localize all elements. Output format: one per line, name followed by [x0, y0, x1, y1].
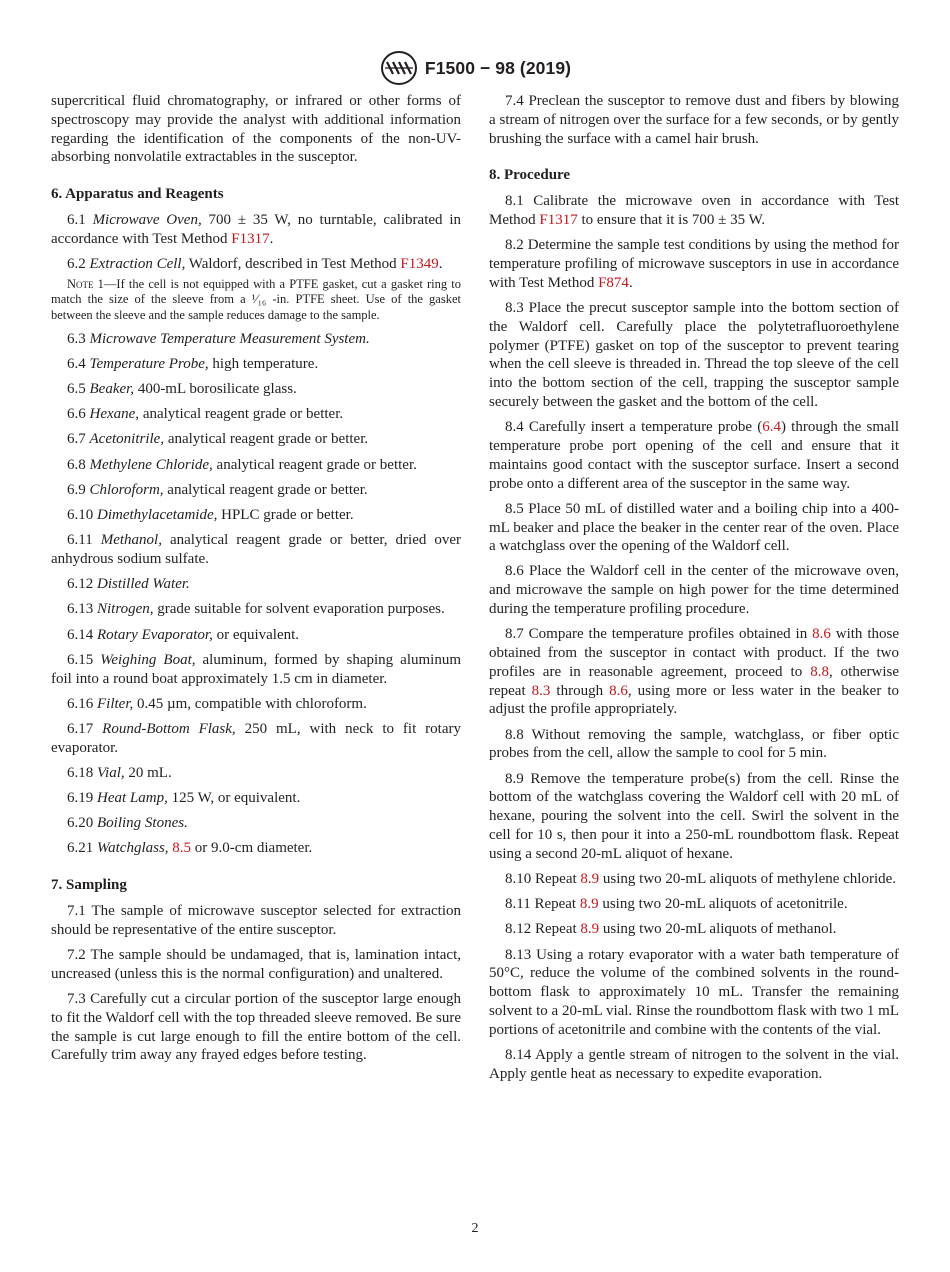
clause-6-7: 6.7 Acetonitrile, analytical reagent grade or better. — [67, 431, 369, 448]
clause-8-12: 8.12 Repeat 8.9 using two 20-mL aliquots of methanol. — [505, 921, 837, 938]
clause-8-2: 8.2 Determine the sample test conditions by using the method for temperature profiling of microwave susceptors in use in accordance with Test Method F874. — [489, 237, 899, 291]
clause-6-13: 6.13 Nitrogen, grade suitable for solvent evaporation purposes. — [67, 601, 445, 618]
reference-link[interactable]: 8.9 — [579, 896, 599, 913]
reference-link[interactable]: F1317 — [231, 230, 270, 247]
clause-7-3: 7.3 Carefully cut a circular portion of the susceptor large enough to fit the Waldorf cell with the top threaded sleeve removed. Be sure the sample is cut large enough to fill the entire bottom of the cell. Carefully trim away any frayed edges before testing. — [51, 990, 461, 1064]
section-heading-8: 8. Procedure — [489, 167, 571, 184]
section-heading-6: 6. Apparatus and Reagents — [51, 186, 224, 203]
clause-6-4: 6.4 Temperature Probe, high temperature. — [67, 355, 319, 372]
astm-logo — [379, 50, 419, 86]
clause-6-19: 6.19 Heat Lamp, 125 W, or equivalent. — [67, 790, 301, 807]
note-1: Note 1—If the cell is not equipped with a PTFE gasket, cut a gasket ring to match the size of the sleeve from a ¹⁄₁₆ -in. PTFE sheet. Use of the gasket between the sleeve and the sample reduces damage to the sample. — [51, 276, 461, 322]
clause-6-8: 6.8 Methylene Chloride, analytical reagent grade or better. — [67, 456, 417, 473]
clause-6-15: 6.15 Weighing Boat, aluminum, formed by shaping aluminum foil into a round boat approximately 1.5 cm in diameter. — [51, 651, 461, 687]
clause-8-4: 8.4 Carefully insert a temperature probe (6.4) through the small temperature probe port opening of the cell and ensure that it maintains good contact with the susceptor surface. Insert a second probe onto a different area of the susceptor in the same way. — [489, 419, 900, 492]
reference-link[interactable]: F1317 — [539, 211, 578, 228]
clause-8-1: 8.1 Calibrate the microwave oven in accordance with Test Method F1317 to ensure that it is 700 ± 35 W. — [489, 193, 899, 228]
clause-8-14: 8.14 Apply a gentle stream of nitrogen to the solvent in the vial. Apply gentle heat as necessary to expedite evaporation. — [489, 1046, 899, 1082]
clause-6-6: 6.6 Hexane, analytical reagent grade or better. — [67, 406, 344, 423]
clause-6-21: 6.21 Watchglass, 8.5 or 9.0-cm diameter. — [67, 840, 313, 857]
clause-6-18: 6.18 Vial, 20 mL. — [67, 764, 172, 781]
clause-6-12: 6.12 Distilled Water. — [67, 576, 190, 593]
clause-6-2: 6.2 Extraction Cell, Waldorf, described in Test Method F1349. — [67, 255, 443, 272]
clause-8-5: 8.5 Place 50 mL of distilled water and a boiling chip into a 400-mL beaker and place the beaker in the center rear of the oven. Place a watchglass over the opening of the Waldorf cell. — [489, 500, 899, 555]
clause-6-17: 6.17 Round-Bottom Flask, 250 mL, with neck to fit rotary evaporator. — [51, 720, 461, 756]
reference-link[interactable]: 8.6 — [609, 682, 628, 699]
clause-6-9: 6.9 Chloroform, analytical reagent grade or better. — [67, 481, 368, 498]
clause-6-10: 6.10 Dimethylacetamide, HPLC grade or better. — [67, 506, 354, 523]
clause-8-13: 8.13 Using a rotary evaporator with a water bath temperature of 50°C, reduce the volume of the combined solvents in the round-bottom flask to approximately 10 mL. Transfer the remaining solvent to a 20-mL vial. Rinse the roundbottom flask with two 1 mL portions of acetonitrile and combine with the contents of the vial. — [489, 946, 899, 1038]
clause-8-7: 8.7 Compare the temperature profiles obtained in 8.6 with those obtained from the susceptor in contact with product. If the two profiles are in reasonable agreement, proceed to 8.8, otherwise repeat 8.3 through 8.6, using more or less water in the beaker to adjust the profile appropriately. — [489, 626, 899, 718]
clause-7-2: 7.2 The sample should be undamaged, that is, lamination intact, uncreased (unless this is the normal configuration) and unaltered. — [51, 947, 461, 982]
clause-6-3: 6.3 Microwave Temperature Measurement System. — [67, 330, 370, 347]
clause-8-3: 8.3 Place the precut susceptor sample into the bottom section of the Waldorf cell. Carefully place the polytetrafluoroethylene polymer (PTFE) gasket on top of the susceptor to prevent tearing when the cell sleeve is threaded in. Thread the top sleeve of the cell into the bottom section of the cell, trapping the susceptor sample securely between the gasket and the bottom of the cell. — [489, 299, 899, 410]
reference-link[interactable]: 8.8 — [810, 663, 829, 680]
clause-6-16: 6.16 Filter, 0.45 µm, compatible with chloroform. — [67, 695, 367, 712]
page-number: 2 — [471, 1221, 479, 1236]
clause-8-6: 8.6 Place the Waldorf cell in the center of the microwave oven, and microwave the sample on high power for the time determined during the temperature profiling procedure. — [489, 563, 899, 618]
reference-link[interactable]: F1349 — [400, 255, 439, 272]
reference-link[interactable]: 8.9 — [580, 921, 600, 938]
clause-6-1: 6.1 Microwave Oven, 700 ± 35 W, no turntable, calibrated in accordance with Test Method F1317. — [51, 211, 462, 247]
reference-link[interactable]: 8.6 — [812, 626, 831, 643]
clause-7-4: 7.4 Preclean the susceptor to remove dust and fibers by blowing a stream of nitrogen over the surface for a few seconds, or by gently brushing the surface with a camel hair brush. — [489, 93, 899, 147]
right-column — [489, 92, 899, 1090]
clause-8-10: 8.10 Repeat 8.9 using two 20-mL aliquots of methylene chloride. — [505, 871, 897, 887]
clause-8-11: 8.11 Repeat 8.9 using two 20-mL aliquots of acetonitrile. — [505, 896, 848, 913]
paragraph: supercritical fluid chromatography, or infrared or other forms of spectroscopy may provide the analyst with additional information regarding the identification of the components of the non-UV-absorbing nonvolatile extractables in the susceptor. — [51, 93, 461, 166]
clause-6-20: 6.20 Boiling Stones. — [67, 815, 188, 832]
clause-6-11: 6.11 Methanol, analytical reagent grade or better, dried over anhydrous sodium sulfate. — [51, 532, 462, 567]
page-header — [0, 50, 950, 86]
reference-link[interactable]: 6.4 — [762, 419, 781, 436]
reference-link[interactable]: 8.5 — [172, 840, 192, 857]
reference-link[interactable]: 8.3 — [531, 682, 551, 699]
clause-6-14: 6.14 Rotary Evaporator, or equivalent. — [67, 626, 300, 643]
standard-designation: F1500 − 98 (2019) — [424, 57, 572, 78]
reference-link[interactable]: F874 — [598, 274, 629, 291]
clause-8-9: 8.9 Remove the temperature probe(s) from the cell. Rinse the bottom of the watchglass covering the Waldorf cell with 20 mL of hexane, pouring the solvent into the cell. Swirl the solvent in the cell for 10 s, then pour it into a 250-mL roundbottom flask. Repeat using a second 20-mL aliquot of hexane. — [489, 770, 899, 862]
section-heading-7: 7. Sampling — [51, 877, 127, 894]
clause-8-8: 8.8 Without removing the sample, watchglass, or fiber optic probes from the cell, allow the sample to cool for 5 min. — [489, 726, 899, 762]
clause-6-5: 6.5 Beaker, 400-mL borosilicate glass. — [67, 381, 297, 398]
left-column — [51, 92, 461, 1072]
reference-link[interactable]: 8.9 — [580, 871, 600, 887]
clause-7-1: 7.1 The sample of microwave susceptor selected for extraction should be representative of the entire susceptor. — [51, 903, 461, 938]
